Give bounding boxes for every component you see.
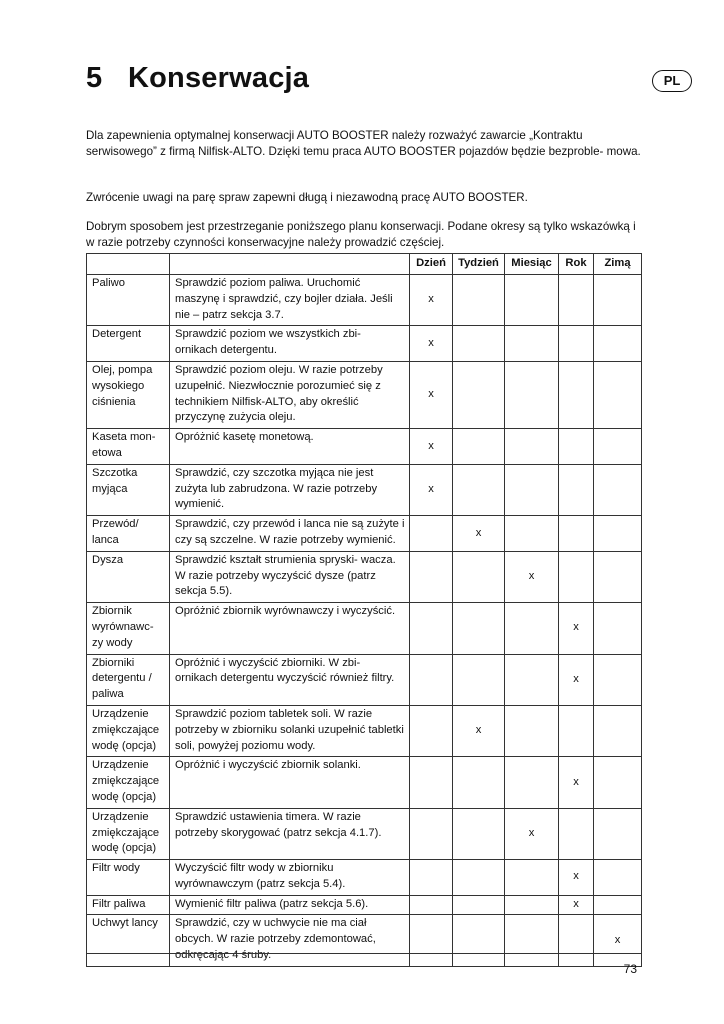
mark-week — [453, 757, 505, 808]
mark-month: x — [505, 551, 559, 602]
mark-week — [453, 808, 505, 859]
mark-month — [505, 654, 559, 705]
header-year: Rok — [559, 254, 594, 275]
mark-day — [410, 808, 453, 859]
action-cell: Sprawdzić poziom paliwa. Uruchomić maszynę i sprawdzić, czy bojler działa. Jeśli nie – patrz sekcja 3.7. — [170, 275, 410, 326]
mark-year — [559, 361, 594, 428]
mark-week — [453, 429, 505, 465]
table-row — [87, 915, 642, 966]
intro-paragraph: Dla zapewnienia optymalnej konserwacji AUTO BOOSTER należy rozważyć zawarcie „Kontraktu serwisowego” z firmą Nilfisk-ALTO. Dzięki temu praca AUTO BOOSTER pojazdów będzie bezproble- mowa. — [86, 129, 641, 159]
mark-month — [505, 705, 559, 756]
mark-week — [453, 275, 505, 326]
note-paragraph: Zwrócenie uwagi na parę spraw zapewni długą i niezawodną pracę AUTO BOOSTER. — [86, 191, 528, 204]
table-row — [87, 808, 642, 859]
item-cell: Paliwo — [87, 275, 170, 326]
mark-day: x — [410, 361, 453, 428]
footer-divider — [86, 953, 641, 954]
item-cell: Detergent — [87, 326, 170, 362]
mark-day — [410, 895, 453, 915]
mark-month — [505, 326, 559, 362]
mark-month — [505, 361, 559, 428]
mark-winter — [594, 464, 642, 515]
mark-year — [559, 516, 594, 552]
mark-year — [559, 551, 594, 602]
action-cell: Wymienić filtr paliwa (patrz sekcja 5.6). — [170, 895, 410, 915]
mark-week: x — [453, 516, 505, 552]
table-row — [87, 516, 642, 552]
mark-year: x — [559, 654, 594, 705]
mark-month — [505, 429, 559, 465]
mark-winter — [594, 275, 642, 326]
page-number: 73 — [623, 962, 637, 976]
table-row — [87, 705, 642, 756]
mark-winter — [594, 705, 642, 756]
mark-month — [505, 464, 559, 515]
mark-week — [453, 603, 505, 654]
mark-week — [453, 860, 505, 896]
table-row — [87, 603, 642, 654]
mark-winter — [594, 429, 642, 465]
action-cell: Sprawdzić poziom tabletek soli. W razie potrzeby w zbiorniku solanki uzupełnić tabletki soli, powyżej poziomu wody. — [170, 705, 410, 756]
action-cell: Sprawdzić poziom we wszystkich zbi- ornikach detergentu. — [170, 326, 410, 362]
mark-month — [505, 895, 559, 915]
mark-month — [505, 915, 559, 966]
item-cell: Uchwyt lancy — [87, 915, 170, 966]
header-winter: Zimą — [594, 254, 642, 275]
mark-week — [453, 895, 505, 915]
table-row — [87, 429, 642, 465]
mark-year — [559, 808, 594, 859]
mark-winter — [594, 516, 642, 552]
action-cell: Opróżnić zbiornik wyrównawczy i wyczyścić. — [170, 603, 410, 654]
mark-winter: x — [594, 915, 642, 966]
mark-winter — [594, 654, 642, 705]
action-cell: Wyczyścić filtr wody w zbiorniku wyrównawczym (patrz sekcja 5.4). — [170, 860, 410, 896]
item-cell: Urządzenie zmiękczające wodę (opcja) — [87, 757, 170, 808]
mark-month — [505, 516, 559, 552]
mark-day — [410, 516, 453, 552]
table-row — [87, 464, 642, 515]
mark-year: x — [559, 603, 594, 654]
table-row — [87, 757, 642, 808]
action-cell: Opróżnić i wyczyścić zbiorniki. W zbi- ornikach detergentu wyczyścić również filtry. — [170, 654, 410, 705]
mark-week — [453, 326, 505, 362]
mark-winter — [594, 757, 642, 808]
section-title: Konserwacja — [128, 62, 310, 94]
language-badge: PL — [652, 70, 692, 92]
header-item — [87, 254, 170, 275]
header-week: Tydzień — [453, 254, 505, 275]
table-row — [87, 275, 642, 326]
table-row — [87, 326, 642, 362]
mark-winter — [594, 361, 642, 428]
table-row — [87, 654, 642, 705]
table-row — [87, 361, 642, 428]
table-header-row — [87, 254, 642, 275]
mark-year: x — [559, 895, 594, 915]
item-cell: Filtr wody — [87, 860, 170, 896]
item-cell: Dysza — [87, 551, 170, 602]
mark-day: x — [410, 464, 453, 515]
mark-year — [559, 464, 594, 515]
action-cell: Sprawdzić ustawienia timera. W razie potrzeby skorygować (patrz sekcja 4.1.7). — [170, 808, 410, 859]
item-cell: Szczotka myjąca — [87, 464, 170, 515]
item-cell: Kaseta mon- etowa — [87, 429, 170, 465]
mark-week — [453, 551, 505, 602]
action-cell: Sprawdzić, czy w uchwycie nie ma ciał obcych. W razie potrzeby zdemontować, odkręcając 4 śruby. — [170, 915, 410, 966]
mark-year — [559, 275, 594, 326]
action-cell: Opróżnić i wyczyścić zbiornik solanki. — [170, 757, 410, 808]
mark-week — [453, 361, 505, 428]
header-action — [170, 254, 410, 275]
schedule-paragraph: Dobrym sposobem jest przestrzeganie poniższego planu konserwacji. Podane okresy są tylko wskazówką i w razie potrzeby czynności konserwacyjne należy prowadzić częściej. — [86, 220, 636, 250]
section-number: 5 — [86, 62, 103, 94]
mark-day — [410, 603, 453, 654]
table-row — [87, 895, 642, 915]
page-title — [86, 62, 309, 95]
mark-winter — [594, 808, 642, 859]
mark-day — [410, 757, 453, 808]
mark-winter — [594, 551, 642, 602]
mark-month — [505, 757, 559, 808]
table-row — [87, 551, 642, 602]
maintenance-table — [86, 253, 642, 967]
mark-day: x — [410, 275, 453, 326]
mark-month — [505, 603, 559, 654]
item-cell: Zbiornik wyrównawc- zy wody — [87, 603, 170, 654]
table-row — [87, 860, 642, 896]
mark-month — [505, 275, 559, 326]
mark-day — [410, 915, 453, 966]
mark-day — [410, 551, 453, 602]
mark-day: x — [410, 429, 453, 465]
mark-year — [559, 705, 594, 756]
item-cell: Olej, pompa wysokiego ciśnienia — [87, 361, 170, 428]
mark-year — [559, 429, 594, 465]
action-cell: Opróżnić kasetę monetową. — [170, 429, 410, 465]
mark-year: x — [559, 757, 594, 808]
mark-winter — [594, 603, 642, 654]
mark-year — [559, 326, 594, 362]
action-cell: Sprawdzić, czy przewód i lanca nie są zużyte i czy są szczelne. W razie potrzeby wymienić. — [170, 516, 410, 552]
mark-winter — [594, 895, 642, 915]
header-month: Miesiąc — [505, 254, 559, 275]
mark-week — [453, 915, 505, 966]
mark-day — [410, 860, 453, 896]
mark-year: x — [559, 860, 594, 896]
mark-month — [505, 860, 559, 896]
header-day: Dzień — [410, 254, 453, 275]
action-cell: Sprawdzić poziom oleju. W razie potrzeby uzupełnić. Niezwłocznie porozumieć się z technikiem Nilfisk-ALTO, aby określić przyczynę zużycia oleju. — [170, 361, 410, 428]
mark-day — [410, 654, 453, 705]
mark-year — [559, 915, 594, 966]
item-cell: Przewód/ lanca — [87, 516, 170, 552]
mark-week — [453, 464, 505, 515]
mark-month: x — [505, 808, 559, 859]
item-cell: Urządzenie zmiękczające wodę (opcja) — [87, 705, 170, 756]
mark-day — [410, 705, 453, 756]
item-cell: Filtr paliwa — [87, 895, 170, 915]
mark-week — [453, 654, 505, 705]
mark-winter — [594, 860, 642, 896]
mark-week: x — [453, 705, 505, 756]
action-cell: Sprawdzić, czy szczotka myjąca nie jest zużyta lub zabrudzona. W razie potrzeby wymienić. — [170, 464, 410, 515]
mark-winter — [594, 326, 642, 362]
item-cell: Zbiorniki detergentu / paliwa — [87, 654, 170, 705]
mark-day: x — [410, 326, 453, 362]
item-cell: Urządzenie zmiękczające wodę (opcja) — [87, 808, 170, 859]
action-cell: Sprawdzić kształt strumienia spryski- wacza. W razie potrzeby wyczyścić dysze (patrz sekcja 5.5). — [170, 551, 410, 602]
